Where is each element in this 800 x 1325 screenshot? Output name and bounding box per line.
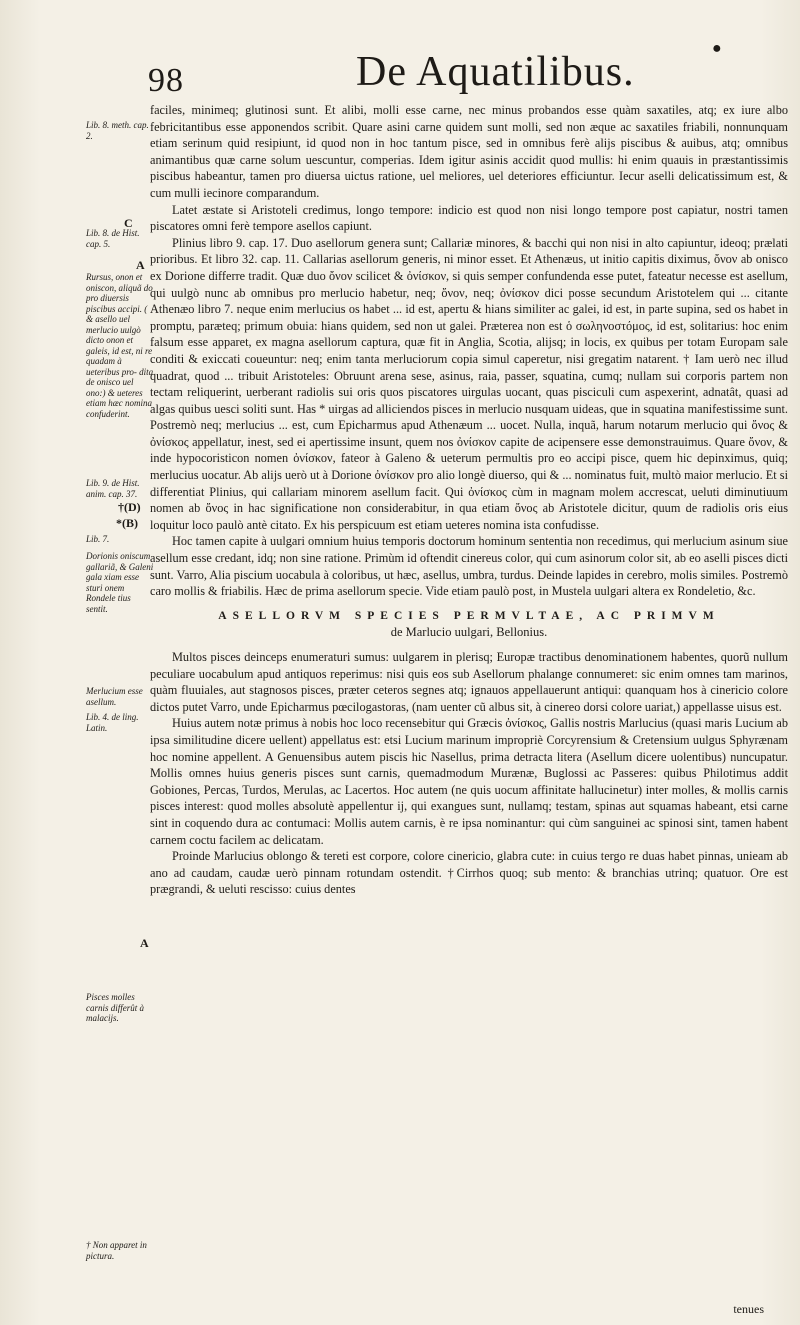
section-heading: ASELLORVM SPECIES PERMVLTAE, AC PRIMVM xyxy=(218,609,720,622)
main-text xyxy=(150,102,788,898)
catchword: tenues xyxy=(733,1302,764,1316)
margin-note: Lib. 7. xyxy=(86,534,110,544)
margin-note: Lib. 8. meth. cap. 2. xyxy=(86,120,149,141)
paragraph: Proinde Marlucius oblongo & tereti est corpore, colore cinericio, glabra cute: in cuius tergo re duas habet pinnas, unieam ab ano ad caudam, caudæ uerò pinnam rotundam ostendit. †Cirrhos quoq; sub mento: & branchias utrinq; quatuor. Ore est prægrandi, & ueluti rescisso: cuius dentes xyxy=(150,849,788,897)
paragraph: faciles, minimeq; glutinosi sunt. Et alibi, molli esse carne, nec minus probandos esse quàm saxatiles, atq; ex iure albo febricitantibus esse apponendos scribit. Quare asini carne quidem sunt molli, sed non æque ac saxatiles friabili, nonnunquam etiam serinum quid resipiunt, id quod non in hoc tantum pisce, sed in omnibus ferè alijs piscibus & auibus, atq; omnibus animantibus quæ carne solum uescuntur, comperias. Idem igitur asinis accidit quod mullis: hi enim quauis in præstantissimis piscibus habeantur, tamen pro diuersa uictus ratione, uel meliores, uel deteriores efficiuntur. Iecur aselli delicatissimum est, & cum mulli iecinore comparandum. xyxy=(150,103,788,200)
side-letter: *(B) xyxy=(116,516,138,530)
side-letter: A xyxy=(140,936,149,950)
side-letter: †(D) xyxy=(118,500,141,514)
page-number: 98 xyxy=(148,62,184,99)
margin-note: Lib. 9. de Hist. anim. cap. 37. xyxy=(86,478,140,499)
section-subheading: de Marlucio uulgari, Bellonius. xyxy=(390,625,548,640)
side-letter: C xyxy=(124,216,133,230)
running-title: De Aquatilibus. xyxy=(356,49,635,95)
paragraph: Plinius libro 9. cap. 17. Duo asellorum genera sunt; Callariæ minores, & bacchi qui non nisi in alto capiuntur, ideoq; prælati prioribus. Et libro 32. cap. 11. Callarias asellorum generis, ni minor esset. Et Athenæus, ut initio capitis diximus, ὄνον ab onisco ex Dorione differre tradit. Quæ duo ὄνον scilicet & ὀνίσκον, si quis semper confundenda esse putet, fateatur necesse est asellum, qui uulgò nunc ab omnibus pro merlucio habetur, neq; ὄνον, neq; ὀνίσκον dici posse secundum Aristotelem qui ... citante Athenæo libro 7. neque enim merlucius os habet ... id est, apertu & hians similiter ac galei, id est, in parte supina, sed os habet in promptu, paræteq; primum obuia: hians quidem, sed non ut galei. Præterea non est ὁ σωληνοστόμος, id est, solitarius: hoc enim falsum esse apparet, ex magna asellorum captura, quæ fit in Anglia, Scotia, alijsq; in locis, ex quibus per totam Europam sale conditi & exiccati coueuntur: neq; enim tanta merluciorum copia simul caperetur, nisi gregatim natarent. † Iam uerò nec illud quadrat, quod ... tribuit Aristoteles: Obruunt arena sese, asinus, raia, passer, squatina, cumq; nullam sui corporis partem non tectam reliquerint, uerberant radiolis sui oris quos piscatores uirgulas uocant, quas pisciculi cum aspexerint, adnatât, quasi ad algas quibus uesci soliti sunt. Has * uirgas ad alliciendos pisces in merlucio nusquam uideas, que in squatina manifestissime sunt. Postremò neq; merlucius ... est, cum Epicharmus apud Athenæum ... uocet. Nulla, inquã, harum notarum merlucio qui ὄνος & ὀνίσκος appellatur, inest, sed ei apertissime insunt, quem nos ὀνίσκον capite de acipensere esse demonstrauimus. Quare ὄνον, & inde hypocoristicon nomen ὀνίσκον, fateor à Galeno & ueterum permultis pro eo accipi pisce, quem hic depinximus, quiq; merlucius uocatur. Ab alijs uerò ut à Dorione ὀνίσκον pro alio longè diuerso, qui & ... nominatus fuit, multò maior merlucio. Et si differentiat Plinius, qui callariam minorem asellum facit. Qui ὀνίσκος cùm in magnam molem accrescat, ueluti diminutiuum nomen ab ὄνος in hac significatione non considerabitur, in qua etiam ὄνος ab Aristotele dicitur, quum de radiolis oris eius loquitur loco paulò antè citato. Ex his perspicuum est etiam ueteres nomina ista confudisse. xyxy=(150,235,788,532)
margin-note: Lib. 4. de ling. Latin. xyxy=(86,712,139,733)
paragraph: Multos pisces deinceps enumeraturi sumus: uulgarem in plerisq; Europæ tractibus denominationem habentes, quorũ nullum peculiare uocabulum apud antiquos reperimus: nisi quis eos sub Asellorum phalange connumeret: sic enim omnes tam marinos, quàm fluuiales, aut stagnosos pisces, præter ceteros segnes atq; ignauos appellauerunt antiqui: quanquam hos à cinericio colore dictos putet Varro, unde Epicharmus pœcilogastoras, (nam uenter cũ albus sit, à cinereo dorsi colore uariat,) appellasse uisus est. xyxy=(150,650,788,714)
printer-mark: ● xyxy=(712,40,722,57)
paragraph: Latet æstate si Aristoteli credimus, longo tempore: indicio est quod non nisi longo tempore post capiatur, nostri tamen piscatores omni ferè tempore asellos capiunt. xyxy=(150,202,788,234)
paragraph: Huius autem notæ primus à nobis hoc loco recensebitur qui Græcis ὀνίσκος, Gallis nostris Marlucius (quasi maris Lucium ab ipsa similitudine dicere uellent) appellatus est: etsi Lucium marinum impropriè Corcyrensium & Cretensium uulgus Sphyrænam hoc nomine appellent. A Genuensibus autem piscis hic Nasellus, prima detracta litera (Asellum dicere uolentibus) nuncupatur. Mollis omnes huius generis pisces sunt carnis, quemadmodum Murænæ, Buglossi ac Passeres: quibus Philotimus addit Gobiones, Percas, Turdos, Merulas, ac Lacertos. Hoc autem (ne quis uocum affinitate hallucinetur) inter molles, & mollis carnis pisces interest: quod molles absolutè appellentur ij, qui exangues sunt, nullamq; testam, spinas aut squamas habeant, etsi carne sint in coquendo dura ac contumaci: Mollis autem carnis, è re ipsa nominantur: qui cùm sanguinei ac spinosi sint, tamen habent carnem coctu facilem ac delicatam. xyxy=(150,716,788,847)
margin-note: Lib. 8. de Hist. cap. 5. xyxy=(86,228,140,249)
margin-note: Merlucium esse asellum. xyxy=(86,686,143,707)
margin-note: Dorionis oniscum gallariã, & Galeni gala xiam esse sturi onem Rondele tius sentit. xyxy=(86,551,154,614)
paragraph: Hoc tamen capite à uulgari omnium huius temporis doctorum hominum sententia non recedimus, qui merlucium asinum siue asellum esse credant, idq; non sine ratione. Primùm id oftendit cinereus color, qui cum asinorum color sit, ab eo aselli pisces dicti sunt. Varro, Alia piscium uocabula à coloribus, ut hæc, asellus, umbra, turdus. Deinde lapides in cerebro, molis similes. Postremò caro mollis & friabilis. Hæc de prima asellorum specie. Vide etiam paulò post, in Mustela uulgari altera ex Rondeletio, &c. xyxy=(150,534,788,599)
side-letter: A xyxy=(136,258,145,272)
margin-note: Pisces molles carnis differût à malacijs. xyxy=(86,992,144,1023)
margin-note: Rursus, onon et oniscon, aliquã do pro diuersis piscibus accipi. ( & asello uel merlucio uulgò dicto onon et galeis, id est, ni re quadam à ueteribus pro- dita de onisco uel ono:) & ueteres etiam hæc nomina confuderint. xyxy=(86,272,154,419)
margin-note: † Non apparet in pictura. xyxy=(86,1240,147,1261)
